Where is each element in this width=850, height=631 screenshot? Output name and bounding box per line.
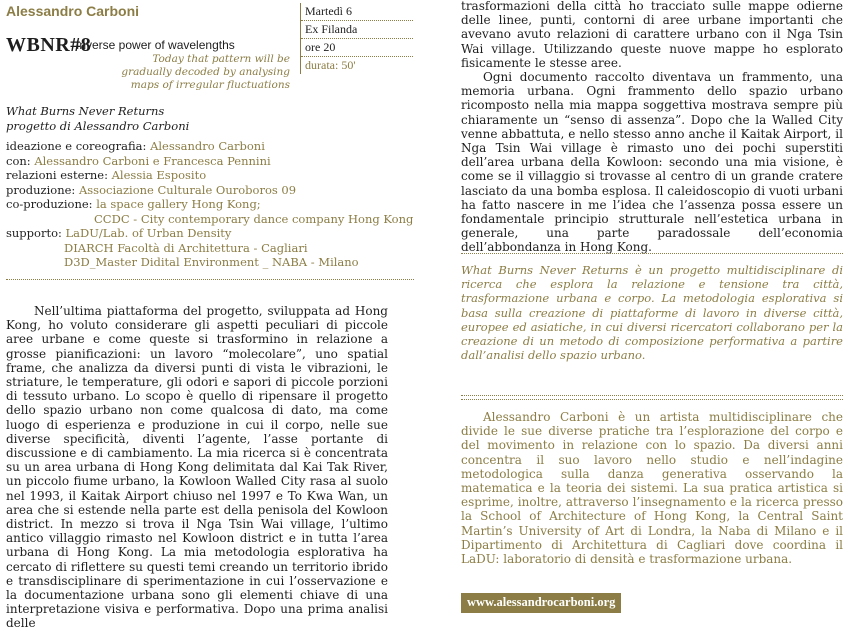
credit-supporto-cont (6, 241, 406, 256)
work-project: progetto di Alessandro Carboni (6, 119, 190, 133)
website-link[interactable]: www.alessandrocarboni.org (461, 593, 621, 613)
event-code: WBNR#8 (6, 34, 92, 56)
left-body-text (6, 304, 388, 631)
project-description: What Burns Never Returns è un progetto multidisciplinare di ricerca che esplora la relazione e tensione tra città, trasformazione urbana e corpo. La metodologia esplorativa si basa sulla creazione di piattaforme di lavoro in diverse città, europee ed asiatiche, in cui diversi ricercatori collaborano per la creazione di un metodo di composizione performativa a partire dall’analisi dello spazio urbano. (461, 263, 843, 363)
credit-supporto (6, 226, 406, 241)
left-paragraph: Nell’ultima piattaforma del progetto, sviluppata ad Hong Kong, ho voluto considerare gli aspetti peculiari di piccole aree urbane e come queste si trasformino in relazione a grosse pianificazioni: un lavoro “molecolare”, uno spatial frame, che analizza da diversi punti di vista le vibrazioni, le striature, le temperature, gli odori e sapori di piccole porzioni di tessuto urbano. Lo scopo è quello di ripensare il progetto dello spazio urbano non come qualcosa di dato, ma come luogo di esperienza e produzione in cui il corpo, nelle sue diverse specificità, diventi l’agente, l’asse portante di discussione e di cambiamento. La mia ricerca si è concentrata su un area urbana di Hong Kong delimitata dal Kai Tak River, un piccolo fiume urbano, la Kowloon Walled City rasa al suolo nel 1993, il Kaitak Airport chiuso nel 1997 e To Kwa Wan, un area che si estende nella parte est della penisola del Kowloon district. In mezzo si trova il Nga Tsin Wai village, l’ultimo antico villaggio rimasto nel Kowloon district e in tutta l’area urbana di Hong Kong. La mia metodologia esplorativa ha cercato di riflettere su questi temi creando un territorio ibrido e transdisciplinare di sperimentazione in cui l’osservazione e la documentazione urbana sono gli elementi chiave di una interpretazione visiva e performativa. Dopo una prima analisi delle (6, 304, 388, 631)
credits-list (6, 139, 414, 270)
credit-ideazione (6, 139, 406, 154)
divider-line (461, 395, 843, 396)
divider-line (6, 279, 414, 280)
event-subtitle: Inverse power of wavelengths (76, 38, 235, 52)
right-paragraph-2: Ogni documento raccolto diventava un frammento, una memoria urbana. Ogni frammento dello spazio urbano ricomposto nella mia mappa soggettiva mostrava sempre più chiaramente un “senso di assenza”. Dopo che la Walled City venne abbattuta, e nello stesso anno anche il Kaitak Airport, il Nga Tsin Wai village è rimasto uno dei pochi superstiti dell’area urbana della Kowloon: secondo una mia visione, è come se il villaggio si trovasse al centro di un grande cratere lasciato da una bomba esplosa. Il caleidoscopio di vuoti urbani ha fatto nascere in me l’idea che l’assenza possa essere un fondamentale principio strutturale nell’estetica urbana in generale, una parte paradossale dell’economia dell’abbondanza in Hong Kong. (461, 70, 843, 255)
divider-line (461, 399, 843, 400)
right-paragraph-1: trasformazioni della città ho tracciato sulle mappe odierne delle linee, punti, contorni di aree urbane importanti che avevano avuto relazioni di carattere urbano con il Nga Tsin Wai village. Utilizzando queste nuove mappe ho esplorato fisicamente le stesse aree. (461, 0, 843, 70)
work-title-block (6, 104, 189, 134)
credit-value: Alessia Esposito (111, 168, 207, 182)
event-venue: Ex Filanda (301, 21, 413, 39)
right-body-text (461, 0, 843, 255)
divider-line (461, 253, 843, 254)
event-duration: durata: 50' (305, 58, 356, 72)
credit-value: la space gallery Hong Kong; (96, 197, 261, 211)
credit-value: DIARCH Facoltà di Architettura - Cagliari (64, 240, 308, 255)
credit-con (6, 154, 406, 169)
credit-produzione (6, 183, 406, 198)
credit-supporto-cont (6, 255, 406, 270)
event-date: Martedì 6 (301, 3, 413, 21)
credit-value: LaDU/Lab. of Urban Density (65, 226, 232, 240)
credit-value: Alessandro Carboni e Francesca Pennini (34, 153, 271, 168)
artist-bio: Alessandro Carboni è un artista multidisciplinare che divide le sue diverse pratiche tra l’esplorazione del corpo e del movimento in relazione con lo spazio. Da diversi anni concentra il suo lavoro nello studio e nell’indagine metodologica sulla danza generativa osservando la matematica e la teoria dei sistemi. La sua pratica artistica si esprime, inoltre, attraverso l’insegnamento e la ricerca presso la School of Architecture of Hong Kong, la Central Saint Martin’s University of Art di Londra, la Naba di Milano e il Dipartimento di Architettura di Cagliari dove coordina il LaDU: laboratorio di densità e trasformazione urbana. (461, 410, 843, 567)
credit-label: ideazione e coreografia: (6, 139, 147, 153)
credit-label: produzione: (6, 182, 76, 197)
credit-coproduzione (6, 197, 406, 212)
credit-value: CCDC - City contemporary dance company Hong Kong (94, 211, 414, 226)
author-name: Alessandro Carboni (6, 3, 140, 19)
credit-value: Associazione Culturale Ouroboros 09 (78, 182, 297, 197)
credit-value: D3D_Master Didital Environment _ NABA - Milano (64, 255, 359, 269)
credit-value: Alessandro Carboni (150, 139, 265, 153)
credit-label: supporto: (6, 226, 62, 240)
event-info-box (300, 3, 413, 74)
credit-label: co-produzione: (6, 197, 93, 211)
credit-label: con: (6, 153, 31, 168)
event-time: ore 20 (301, 39, 413, 57)
credit-relazioni (6, 168, 406, 183)
credit-coproduzione-cont (6, 211, 414, 227)
work-title: What Burns Never Returns (6, 104, 165, 118)
event-tagline: Today that pattern will be gradually decoded by analysing maps of irregular fluctuations (121, 53, 290, 91)
credit-label: relazioni esterne: (6, 168, 108, 182)
